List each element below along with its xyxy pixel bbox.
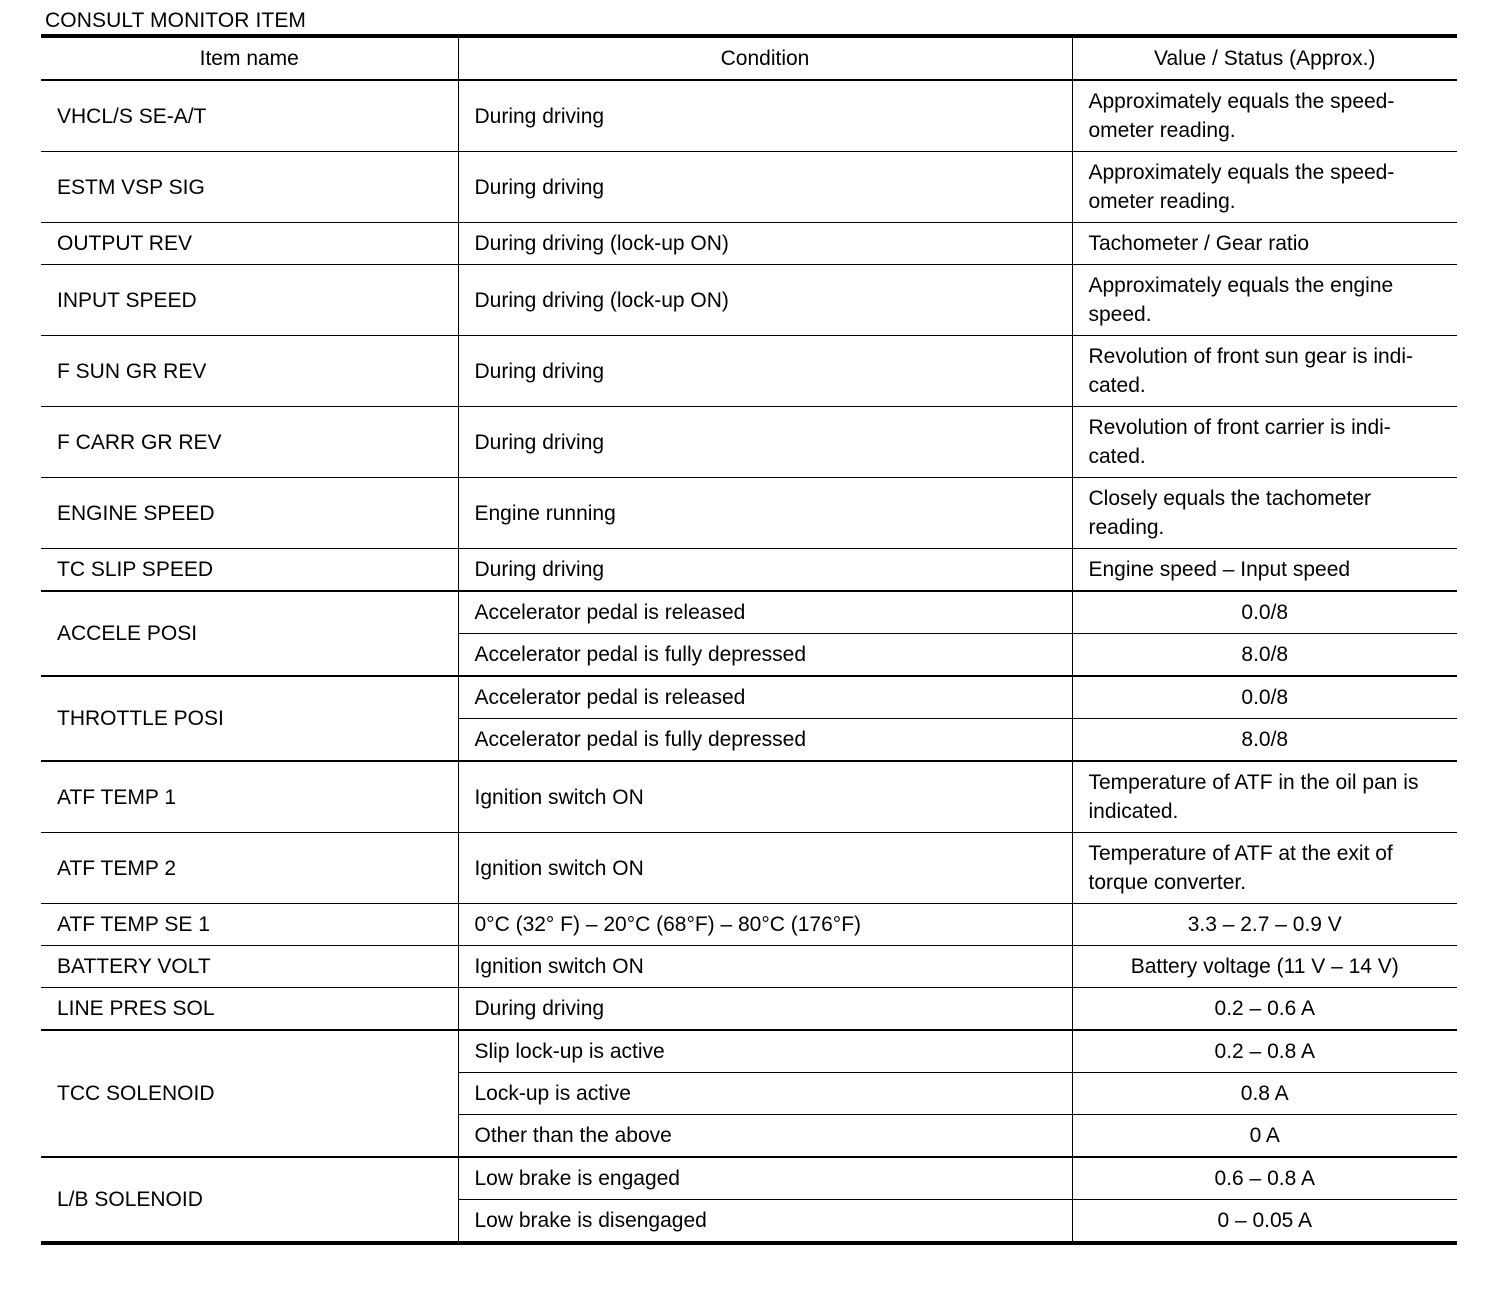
condition-cell: Engine running — [458, 478, 1072, 549]
item-name-cell: ATF TEMP 1 — [41, 761, 458, 833]
condition-cell: Other than the above — [458, 1115, 1072, 1158]
section-heading: CONSULT MONITOR ITEM — [45, 9, 307, 32]
condition-cell: During driving — [458, 549, 1072, 592]
value-cell: 0 A — [1072, 1115, 1457, 1158]
item-name-cell: F SUN GR REV — [41, 336, 458, 407]
item-name-cell: THROTTLE POSI — [41, 676, 458, 761]
value-cell: Battery voltage (11 V – 14 V) — [1072, 946, 1457, 988]
condition-cell: During driving — [458, 152, 1072, 223]
table-row — [41, 265, 1457, 336]
value-cell: 0.0/8 — [1072, 591, 1457, 634]
value-cell: Closely equals the tachometer reading. — [1072, 478, 1457, 549]
table-row — [41, 223, 1457, 265]
value-cell: Approximately equals the engine speed. — [1072, 265, 1457, 336]
item-name-cell: TC SLIP SPEED — [41, 549, 458, 592]
value-cell: 8.0/8 — [1072, 634, 1457, 677]
value-cell: 0.0/8 — [1072, 676, 1457, 719]
value-cell: 0 – 0.05 A — [1072, 1200, 1457, 1244]
column-header-condition: Condition — [458, 36, 1072, 80]
item-name-cell: ACCELE POSI — [41, 591, 458, 676]
condition-cell: During driving — [458, 336, 1072, 407]
item-name-cell: ENGINE SPEED — [41, 478, 458, 549]
condition-cell: During driving (lock-up ON) — [458, 265, 1072, 336]
table-row — [41, 1157, 1457, 1200]
item-name-cell: INPUT SPEED — [41, 265, 458, 336]
condition-cell: Ignition switch ON — [458, 761, 1072, 833]
table-row — [41, 1030, 1457, 1073]
table-row — [41, 946, 1457, 988]
item-name-cell: LINE PRES SOL — [41, 988, 458, 1031]
item-name-cell: ESTM VSP SIG — [41, 152, 458, 223]
item-name-cell: L/B SOLENOID — [41, 1157, 458, 1243]
condition-cell: Low brake is disengaged — [458, 1200, 1072, 1244]
condition-cell: Accelerator pedal is released — [458, 591, 1072, 634]
table-row — [41, 676, 1457, 719]
value-cell: 0.6 – 0.8 A — [1072, 1157, 1457, 1200]
value-cell: Approximately equals the speed-ometer reading. — [1072, 152, 1457, 223]
condition-cell: Ignition switch ON — [458, 946, 1072, 988]
column-header-value-status: Value / Status (Approx.) — [1072, 36, 1457, 80]
value-cell: 3.3 – 2.7 – 0.9 V — [1072, 904, 1457, 946]
value-cell: 0.2 – 0.6 A — [1072, 988, 1457, 1031]
condition-cell: During driving — [458, 80, 1072, 152]
value-cell: Temperature of ATF at the exit of torque converter. — [1072, 833, 1457, 904]
value-cell: Temperature of ATF in the oil pan is indicated. — [1072, 761, 1457, 833]
table-row — [41, 549, 1457, 592]
condition-cell: Ignition switch ON — [458, 833, 1072, 904]
condition-cell: Lock-up is active — [458, 1073, 1072, 1115]
condition-cell: Accelerator pedal is fully depressed — [458, 719, 1072, 762]
table-row — [41, 988, 1457, 1031]
item-name-cell: ATF TEMP 2 — [41, 833, 458, 904]
condition-cell: Slip lock-up is active — [458, 1030, 1072, 1073]
condition-cell: Accelerator pedal is fully depressed — [458, 634, 1072, 677]
item-name-cell: TCC SOLENOID — [41, 1030, 458, 1157]
condition-cell: Low brake is engaged — [458, 1157, 1072, 1200]
condition-cell: During driving — [458, 407, 1072, 478]
condition-cell: Accelerator pedal is released — [458, 676, 1072, 719]
table-row — [41, 80, 1457, 152]
value-cell: 8.0/8 — [1072, 719, 1457, 762]
value-cell: Tachometer / Gear ratio — [1072, 223, 1457, 265]
value-cell: Revolution of front sun gear is indi-cated. — [1072, 336, 1457, 407]
value-cell: Approximately equals the speed-ometer reading. — [1072, 80, 1457, 152]
value-cell: 0.8 A — [1072, 1073, 1457, 1115]
item-name-cell: OUTPUT REV — [41, 223, 458, 265]
value-cell: Engine speed – Input speed — [1072, 549, 1457, 592]
condition-cell: During driving — [458, 988, 1072, 1031]
table-row — [41, 904, 1457, 946]
condition-cell: 0°C (32° F) – 20°C (68°F) – 80°C (176°F) — [458, 904, 1072, 946]
consult-monitor-table — [41, 34, 1457, 1245]
value-cell: 0.2 – 0.8 A — [1072, 1030, 1457, 1073]
table-row — [41, 407, 1457, 478]
item-name-cell: BATTERY VOLT — [41, 946, 458, 988]
value-cell: Revolution of front carrier is indi-cated. — [1072, 407, 1457, 478]
table-row — [41, 833, 1457, 904]
condition-cell: During driving (lock-up ON) — [458, 223, 1072, 265]
column-header-item-name: Item name — [41, 36, 458, 80]
item-name-cell: F CARR GR REV — [41, 407, 458, 478]
item-name-cell: ATF TEMP SE 1 — [41, 904, 458, 946]
table-row — [41, 336, 1457, 407]
table-header-row — [41, 36, 1457, 80]
table-row — [41, 478, 1457, 549]
item-name-cell: VHCL/S SE-A/T — [41, 80, 458, 152]
table-row — [41, 591, 1457, 634]
table-row — [41, 761, 1457, 833]
table-row — [41, 152, 1457, 223]
